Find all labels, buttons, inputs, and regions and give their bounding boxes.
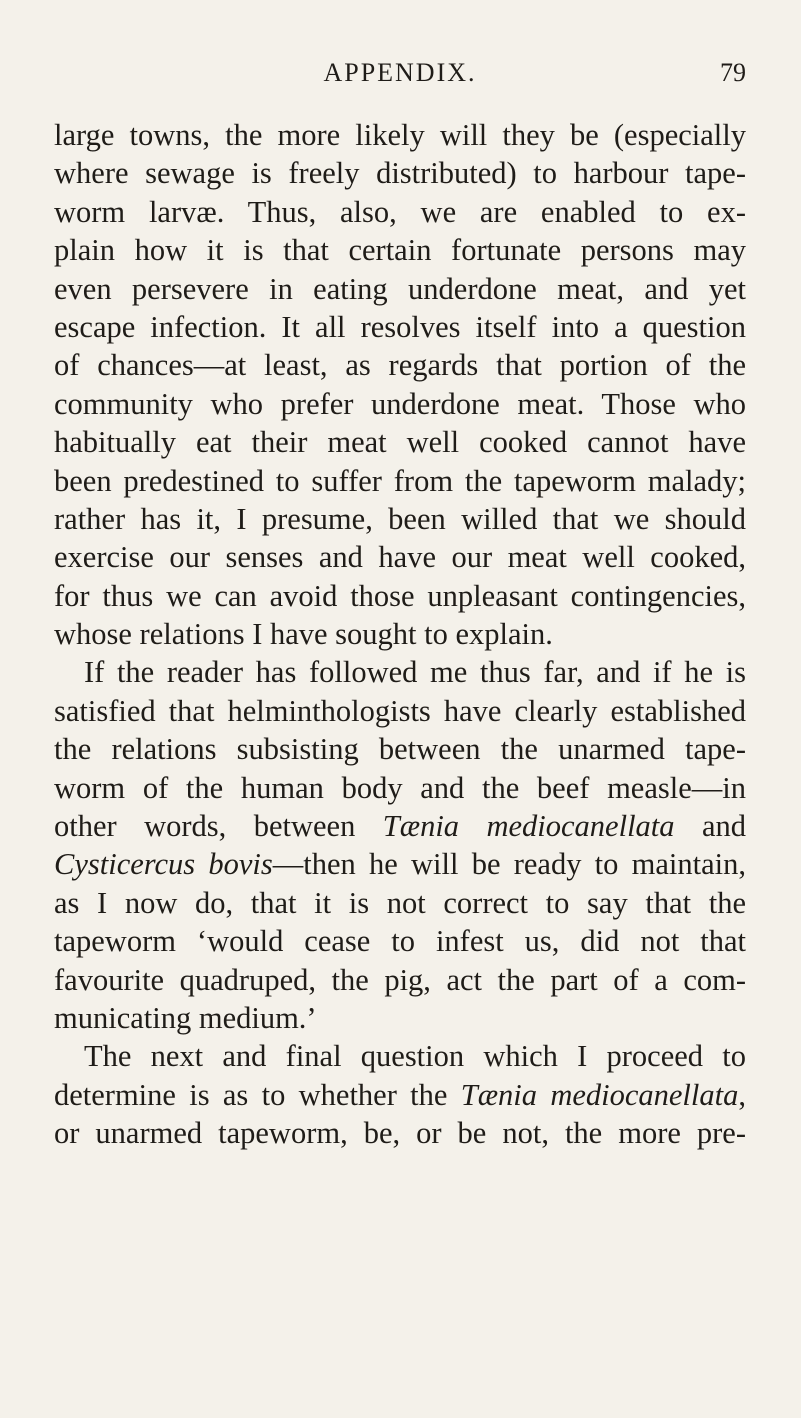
- text-line: If the reader has followed me thus far, and if he is: [84, 655, 746, 690]
- text-line: The next and final question which I proceed to: [84, 1039, 746, 1074]
- text-line: for thus we can avoid those unpleasant contingencies,: [54, 578, 746, 613]
- text-line: of chances—at least, as regards that portion of the: [54, 348, 746, 383]
- text-line: been predestined to suffer from the tapeworm malady;: [54, 463, 746, 498]
- text-line: municating medium.’: [54, 1000, 317, 1035]
- running-head: [54, 58, 746, 94]
- text-line: satisfied that helminthologists have clearly established: [54, 693, 746, 728]
- text-line: the relations subsisting between the unarmed tape-: [54, 732, 746, 767]
- text-line: worm larvæ. Thus, also, we are enabled to ex-: [54, 194, 746, 229]
- text-line: whose relations I have sought to explain.: [54, 617, 553, 652]
- text-line: other words, between Tænia mediocanellata and: [54, 809, 746, 844]
- text-line: exercise our senses and have our meat well cooked,: [54, 540, 746, 575]
- text-line: even persevere in eating underdone meat, and yet: [54, 271, 746, 306]
- text-line: escape infection. It all resolves itself into a question: [54, 309, 746, 344]
- text-line: or unarmed tapeworm, be, or be not, the more pre-: [54, 1116, 746, 1151]
- text-line: tapeworm ‘would cease to infest us, did not that: [54, 924, 746, 959]
- text-line: rather has it, I presume, been willed that we should: [54, 501, 746, 536]
- text-line: worm of the human body and the beef measle—in: [54, 770, 746, 805]
- species-name-italic: Tænia mediocanellata: [460, 1077, 739, 1112]
- text-line: community who prefer underdone meat. Those who: [54, 386, 746, 421]
- species-name-italic: Tænia mediocanellata: [382, 809, 675, 844]
- running-title: APPENDIX.: [323, 58, 477, 87]
- text-line: Cysticercus bovis—then he will be ready to maintain,: [54, 847, 746, 882]
- text-line: habitually eat their meat well cooked cannot have: [54, 425, 746, 460]
- species-name-italic: Cysticercus bovis: [54, 847, 273, 882]
- page-number: 79: [720, 58, 746, 87]
- text-line: large towns, the more likely will they be (especially: [54, 118, 746, 152]
- text-line: where sewage is freely distributed) to harbour tape-: [54, 156, 746, 191]
- text-line: as I now do, that it is not correct to say that the: [54, 885, 746, 920]
- text-line: favourite quadruped, the pig, act the part of a com-: [54, 962, 746, 997]
- body-text: [54, 116, 746, 1153]
- text-line: determine is as to whether the Tænia mediocanellata,: [54, 1077, 746, 1112]
- text-line: plain how it is that certain fortunate persons may: [54, 233, 746, 268]
